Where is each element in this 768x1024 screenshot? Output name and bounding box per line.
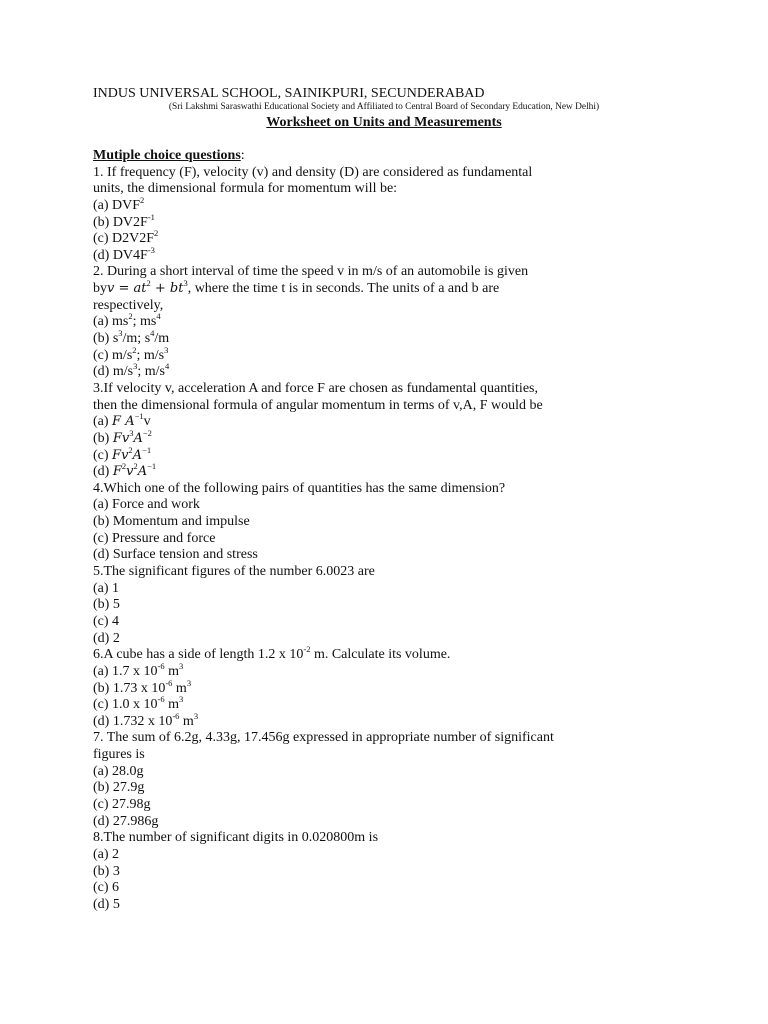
q6-option-b-unit: m (172, 680, 187, 696)
worksheet-title: Worksheet on Units and Measurements (266, 115, 502, 130)
q3-option-c-label: (c) (93, 447, 113, 463)
q3-option-a-tail: v (143, 414, 151, 430)
section-label: Mutiple choice questions (93, 148, 241, 163)
q1-option-c-text: (c) D2V2F (93, 231, 155, 247)
q3-option-b-math-2: A (133, 430, 143, 446)
q8-option-c: (c) 6 (93, 880, 120, 896)
q5-option-a: (a) 1 (93, 580, 120, 596)
q1-option-a-exponent: 2 (140, 194, 145, 205)
q5-option-b: (b) 5 (93, 597, 120, 613)
q4-option-a: (a) Force and work (93, 497, 200, 513)
q3-option-a (93, 411, 593, 431)
q6-option-a-unit: m (164, 663, 180, 679)
q2-option-c-part-2: ; m/s (136, 347, 165, 363)
q2-option-d-exponent-2: 4 (164, 361, 170, 372)
q3-option-b-exponent-2: −2 (142, 427, 152, 438)
q1-option-d-text: (d) DV4F (93, 247, 148, 263)
q3-option-a-label: (a) (93, 414, 113, 430)
q7-option-a: (a) 28.0g (93, 763, 144, 779)
q6-text-exponent: -2 (303, 644, 311, 655)
q6-option-a-value: (a) 1.7 x 10 (93, 663, 158, 679)
q6-option-a-exponent: -6 (157, 660, 165, 671)
q3-option-c-math-1: Fv (112, 447, 129, 463)
q8-option-b: (b) 3 (93, 863, 120, 879)
affiliation-text: (Sri Lakshmi Saraswathi Educational Society and Affiliated to Central Board of Secondary Education, New Delhi) (168, 102, 600, 112)
q2-equation-exponent-2: 3 (183, 278, 188, 289)
q7-option-c: (c) 27.98g (93, 796, 151, 812)
q1-option-c (93, 228, 593, 248)
q8-option-a: (a) 2 (93, 846, 120, 862)
q2-option-c-exponent-1: 2 (132, 344, 137, 355)
q6-text-part-2: m. Calculate its volume. (310, 647, 451, 663)
q2-text-line-3: respectively, (93, 297, 164, 313)
section-heading (93, 148, 593, 165)
q1-text-line-2: units, the dimensional formula for momentum will be: (93, 181, 398, 197)
q2-text-line-2-rest: , where the time t is in seconds. The units of a and b are (187, 281, 500, 297)
q6-option-c-unit: m (164, 697, 180, 713)
q2-option-d (93, 361, 593, 381)
q2-option-a-exponent-2: 4 (156, 311, 161, 322)
q2-option-b-exponent-1: 3 (118, 328, 123, 339)
q4-option-d: (d) Surface tension and stress (93, 547, 258, 563)
q3-option-d-exponent-3: −1 (147, 461, 157, 472)
q2-option-a-part-2: ; ms (132, 314, 157, 330)
q1-option-b-exponent: -1 (147, 211, 155, 222)
q2-equation-exponent-1: 2 (146, 278, 151, 289)
q5-option-c: (c) 4 (93, 613, 120, 629)
q2-option-d-part-1: (d) m/s (93, 364, 134, 380)
q3-option-b-label: (b) (93, 430, 113, 446)
q6-option-b-value: (b) 1.73 x 10 (93, 680, 166, 696)
q2-option-b-part-1: (b) s (93, 331, 119, 347)
q8-option-d: (d) 5 (93, 896, 120, 912)
q4-text-line-1: 4.Which one of the following pairs of quantities has the same dimension? (93, 480, 506, 496)
q2-option-d-exponent-1: 3 (133, 361, 138, 372)
q3-option-b-exponent-1: 3 (129, 427, 134, 438)
q4-option-b: (b) Momentum and impulse (93, 514, 250, 530)
q3-option-b (93, 427, 593, 448)
q6-option-d-unit: m (179, 713, 194, 729)
q1-text-line-1: 1. If frequency (F), velocity (v) and density (D) are considered as fundamental (93, 164, 533, 180)
q8-text-line-1: 8.The number of significant digits in 0.020800m is (93, 830, 379, 846)
q2-equation-part-1: v = at (107, 281, 147, 297)
q6-option-a-unit-exponent: 3 (179, 660, 184, 671)
q3-text-line-2: then the dimensional formula of angular momentum in terms of v,A, F would be (93, 397, 543, 413)
school-name: INDUS UNIVERSAL SCHOOL, SAINIKPURI, SECUNDERABAD (93, 86, 485, 101)
q2-option-b-part-2: /m; s (122, 331, 151, 347)
q3-option-d (93, 461, 593, 481)
q6-option-c-unit-exponent: 3 (179, 694, 184, 705)
q1-option-a-text: (a) DVF (93, 197, 141, 213)
q7-text-line-2: figures is (93, 747, 145, 763)
q6-text-line-1 (93, 644, 593, 664)
q3-option-d-label: (d) (93, 464, 113, 480)
q1-option-b (93, 211, 593, 232)
q2-text-line-1: 2. During a short interval of time the speed v in m/s of an automobile is given (93, 264, 529, 280)
q7-option-d: (d) 27.986g (93, 813, 159, 829)
q3-option-a-exponent: −1 (134, 411, 144, 422)
q7-option-b: (b) 27.9g (93, 780, 145, 796)
q1-option-b-text: (b) DV2F (93, 214, 148, 230)
section-colon: : (240, 148, 245, 163)
q1-option-c-exponent: 2 (154, 228, 159, 239)
q2-by-text: by (93, 281, 107, 297)
q3-option-c (93, 444, 593, 465)
q3-option-d-exponent-1: 2 (121, 461, 127, 472)
q6-option-c-value: (c) 1.0 x 10 (93, 697, 158, 713)
q2-option-c-exponent-2: 3 (164, 344, 169, 355)
q5-option-d: (d) 2 (93, 630, 120, 646)
q2-option-b-part-3: /m (154, 331, 170, 347)
q6-option-c (93, 694, 593, 714)
q3-option-c-exponent-2: −1 (142, 444, 152, 455)
q7-text-line-1: 7. The sum of 6.2g, 4.33g, 17.456g expressed in appropriate number of significant (93, 730, 554, 746)
q6-option-b-exponent: -6 (165, 677, 173, 688)
q3-option-a-math: F A (112, 414, 135, 430)
affiliation-line (0, 102, 768, 112)
q4-option-c: (c) Pressure and force (93, 530, 216, 546)
q2-option-a-part-1: (a) ms (93, 314, 129, 330)
q2-option-a (93, 311, 593, 331)
q6-option-d-unit-exponent: 3 (193, 710, 199, 721)
q6-option-d (93, 710, 593, 731)
q3-text-line-1: 3.If velocity v, acceleration A and force F are chosen as fundamental quantities, (93, 380, 538, 396)
q5-text-line-1: 5.The significant figures of the number 6.0023 are (93, 564, 375, 580)
q3-option-d-exponent-2: 2 (133, 461, 138, 472)
q1-option-a (93, 194, 593, 215)
q3-option-d-math-3: A (137, 464, 148, 480)
q6-text-part-1: 6.A cube has a side of length 1.2 x 10 (93, 647, 304, 663)
q6-option-b-unit-exponent: 3 (186, 677, 192, 688)
q3-option-d-math-2: v (126, 464, 134, 480)
q6-option-c-exponent: -6 (157, 694, 165, 705)
q6-option-b (93, 677, 593, 698)
q2-option-c-part-1: (c) m/s (93, 347, 133, 363)
q2-option-b-exponent-2: 4 (150, 328, 155, 339)
q6-option-d-exponent: -6 (172, 710, 180, 721)
q2-text-line-2 (93, 278, 593, 298)
q3-option-c-math-2: A (132, 447, 143, 463)
q1-option-d-exponent: -3 (147, 244, 155, 255)
q2-option-d-part-2: ; m/s (137, 364, 165, 380)
q2-equation-part-2: + bt (150, 281, 184, 297)
q6-option-d-value: (d) 1.732 x 10 (93, 713, 173, 729)
q1-option-d (93, 244, 593, 265)
q3-option-d-math-1: F (112, 464, 122, 480)
q3-option-b-math-1: Fv (112, 430, 130, 446)
q2-option-a-exponent-1: 2 (128, 311, 133, 322)
q3-option-c-exponent-1: 2 (128, 444, 133, 455)
question-list (93, 148, 593, 913)
q2-option-b (93, 328, 593, 348)
